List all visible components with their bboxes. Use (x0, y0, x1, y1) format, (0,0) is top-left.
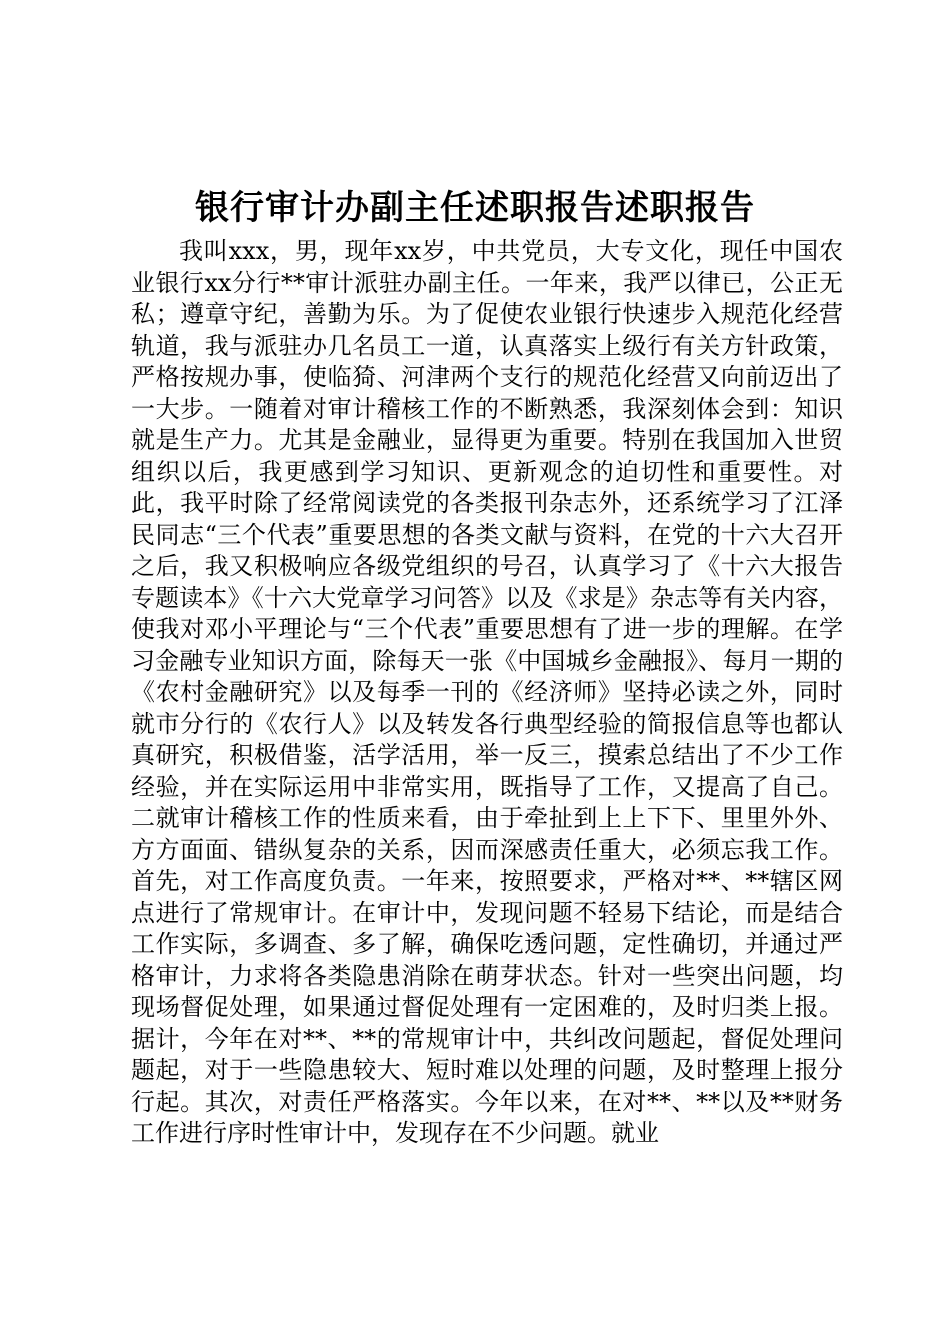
document-body-paragraph: 我叫xxx，男，现年xx岁，中共党员，大专文化，现任中国农业银行xx分行**审计派驻办副主任。一年来，我严以律已，公正无私；遵章守纪，善勤为乐。为了促使农业银行快速步入规范化经营轨道，我与派驻办几名员工一道，认真落实上级行有关方针政策，严格按规办事，使临猗、河津两个支行的规范化经营又向前迈出了一大步。一随着对审计稽核工作的不断熟悉，我深刻体会到：知识就是生产力。尤其是金融业，显得更为重要。特别在我国加入世贸组织以后，我更感到学习知识、更新观念的迫切性和重要性。对此，我平时除了经常阅读党的各类报刊杂志外，还系统学习了江泽民同志“三个代表”重要思想的各类文献与资料，在党的十六大召开之后，我又积极响应各级党组织的号召，认真学习了《十六大报告专题读本》《十六大党章学习问答》以及《求是》杂志等有关内容，使我对邓小平理论与“三个代表”重要思想有了进一步的理解。在学习金融专业知识方面，除每天一张《中国城乡金融报》、每月一期的《农村金融研究》以及每季一刊的《经济师》坚持必读之外，同时就市分行的《农行人》以及转发各行典型经验的简报信息等也都认真研究，积极借鉴，活学活用，举一反三，摸索总结出了不少工作经验，并在实际运用中非常实用，既指导了工作，又提高了自己。二就审计稽核工作的性质来看，由于牵扯到上上下下、里里外外、方方面面、错纵复杂的关系，因而深感责任重大，必须忘我工作。首先，对工作高度负责。一年来，按照要求，严格对**、**辖区网点进行了常规审计。在审计中，发现问题不轻易下结论，而是结合工作实际，多调查、多了解，确保吃透问题，定性确切，并通过严格审计，力求将各类隐患消除在萌芽状态。针对一些突出问题，均现场督促处理，如果通过督促处理有一定困难的，及时归类上报。据计，今年在对**、**的常规审计中，共纠改问题起，督促处理问题起，对于一些隐患较大、短时难以处理的问题，及时整理上报分行起。其次，对责任严格落实。今年以来，在对**、**以及**财务工作进行序时性审计中，发现存在不少问题。就业 (131, 237, 843, 1147)
document-title: 银行审计办副主任述职报告述职报告 (195, 188, 755, 228)
